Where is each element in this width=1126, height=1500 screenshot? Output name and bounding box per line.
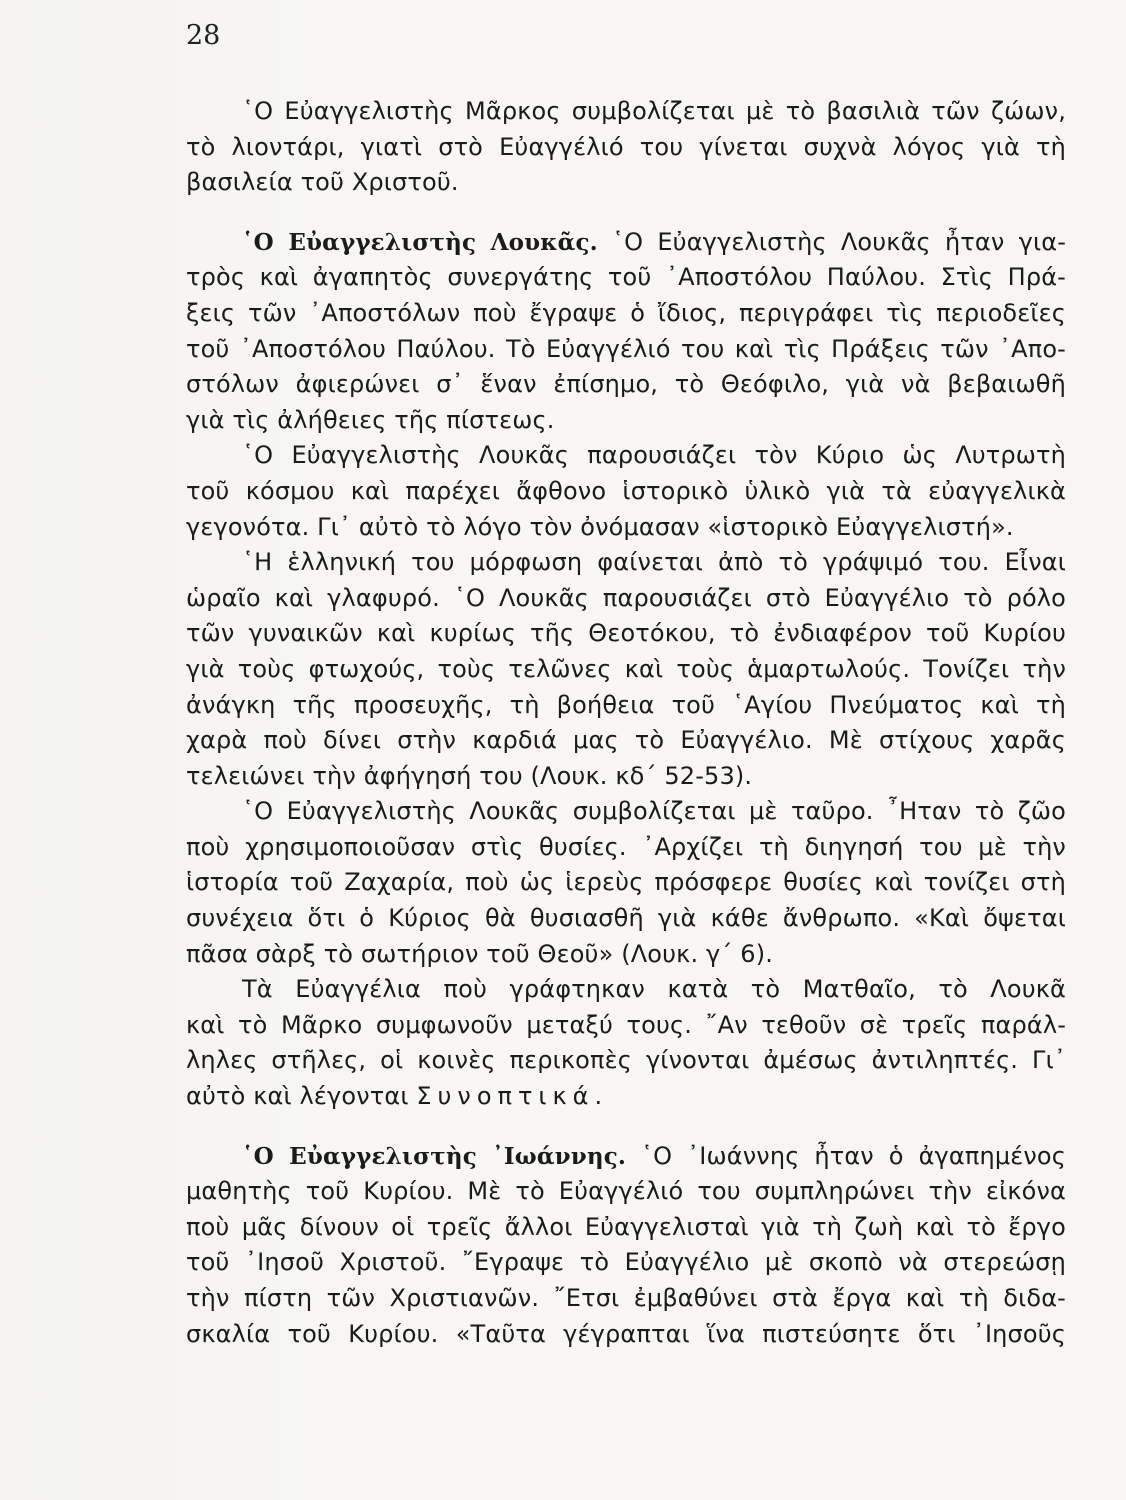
text-line: τῶν γυναικῶν καὶ κυρίως τῆς Θεοτόκου, τὸ ἐνδιαφέρον τοῦ Κυρίου (186, 619, 1066, 648)
text-line: τοῦ ᾽Αποστόλου Παύλου. Τὸ Εὐαγγέλιό του καὶ τὶς Πράξεις τῶν ᾽Απο- (186, 334, 1066, 363)
text-run: ῾Ο ᾽Ιωάννης ἦταν ὁ ἀγαπημένος (641, 1141, 1066, 1170)
text-line (186, 1139, 1066, 1175)
text-line: ἱστορία τοῦ Ζαχαρία, ποὺ ὡς ἱερεὺς πρόσφερε θυσίες καὶ τονίζει στὴ (186, 868, 1066, 897)
text-line: χαρὰ ποὺ δίνει στὴν καρδιά μας τὸ Εὐαγγέλιο. Μὲ στίχους χαρᾶς (186, 726, 1066, 755)
paragraph-luke-style (186, 545, 1066, 794)
paragraph-luke-historian (186, 438, 1066, 545)
text-line: ῾Ο Εὐαγγελιστὴς Λουκᾶς συμβολίζεται μὲ ταῦρο. ῏Ηταν τὸ ζῶο (242, 797, 1066, 826)
section-luke (186, 225, 1066, 439)
section-john (186, 1139, 1066, 1353)
text-line (186, 225, 1066, 261)
text-line: συνέχεια ὅτι ὁ Κύριος θὰ θυσιασθῆ γιὰ κάθε ἄνθρωπο. «Καὶ ὄψεται (186, 904, 1066, 933)
section-heading-luke: ῾Ο Εὐαγγελιστὴς Λουκᾶς. (242, 228, 598, 256)
text-run: ῾Ο Εὐαγγελιστὴς Λουκᾶς ἦταν για- (612, 227, 1067, 256)
text-line: τὴν πίστη τῶν Χριστιανῶν. ῎Ετσι ἐμβαθύνει στὰ ἔργα καὶ τὴ διδα- (186, 1284, 1066, 1312)
text-line: τοῦ κόσμου καὶ παρέχει ἄφθονο ἱστορικὸ ὑλικὸ γιὰ τὰ εὐαγγελικὰ (186, 476, 1066, 505)
page-number: 28 (186, 20, 221, 51)
text-line: σκαλία τοῦ Κυρίου. «Ταῦτα γέγραπται ἵνα πιστεύσητε ὅτι ᾽Ιησοῦς (186, 1319, 1066, 1348)
text-line: καὶ τὸ Μᾶρκο συμφωνοῦν μεταξύ τους. ῎Αν τεθοῦν σὲ τρεῖς παράλ- (186, 1010, 1066, 1039)
text-line: γιὰ τὶς ἀλήθειες τῆς πίστεως. (186, 405, 555, 434)
text-line: μαθητὴς τοῦ Κυρίου. Μὲ τὸ Εὐαγγέλιό του συμπληρώνει τὴν εἰκόνα (186, 1177, 1066, 1206)
text-line: Τὰ Εὐαγγέλια ποὺ γράφτηκαν κατὰ τὸ Ματθαῖο, τὸ Λουκᾶ (242, 975, 1066, 1004)
spaced-term-synoptic: Συνοπτικά. (416, 1082, 609, 1111)
text-run: αὐτὸ καὶ λέγονται (186, 1082, 409, 1111)
text-line: ῾Ο Εὐαγγελιστὴς Λουκᾶς παρουσιάζει τὸν Κύριο ὡς Λυτρωτὴ (242, 441, 1066, 470)
text-line (186, 1079, 1066, 1115)
text-line: τρὸς καὶ ἀγαπητὸς συνεργάτης τοῦ ᾽Αποστόλου Παύλου. Στὶς Πρά- (186, 263, 1066, 292)
text-line: ῾Ο Εὐαγγελιστὴς Μᾶρκος συμβολίζεται μὲ τὸ βασιλιὰ τῶν ζώων, (242, 97, 1066, 125)
text-line: πᾶσα σὰρξ τὸ σωτήριον τοῦ Θεοῦ» (Λουκ. γ΄ 6). (186, 939, 774, 968)
text-line: ποὺ χρησιμοποιοῦσαν στὶς θυσίες. ᾽Αρχίζει τὴ διηγησή του μὲ τὴν (186, 832, 1066, 861)
text-line: γιὰ τοὺς φτωχούς, τοὺς τελῶνες καὶ τοὺς ἁμαρτωλούς. Τονίζει τὴν (186, 654, 1066, 683)
text-line: τὸ λιοντάρι, γιατὶ στὸ Εὐαγγέλιό του γίνεται συχνὰ λόγος γιὰ τὴ (186, 132, 1066, 161)
text-line: ὡραῖο καὶ γλαφυρό. ῾Ο Λουκᾶς παρουσιάζει στὸ Εὐαγγέλιο τὸ ρόλο (186, 583, 1066, 612)
text-line: ῾Η ἑλληνική του μόρφωση φαίνεται ἀπὸ τὸ γράψιμό του. Εἶναι (242, 548, 1066, 577)
text-line: τελειώνει τὴν ἀφήγησή του (Λουκ. κδ΄ 52-53). (186, 761, 753, 790)
paragraph-synoptic (186, 972, 1066, 1114)
paragraph-mark-symbol (186, 94, 1066, 201)
body-text (186, 94, 1066, 1352)
text-line: ληλες στῆλες, οἱ κοινὲς περικοπὲς γίνονται ἀμέσως ἀντιληπτές. Γι᾽ (186, 1046, 1066, 1075)
text-line: ποὺ μᾶς δίνουν οἱ τρεῖς ἄλλοι Εὐαγγελισταὶ γιὰ τὴ ζωὴ καὶ τὸ ἔργο (186, 1212, 1066, 1241)
text-line: ἀνάγκη τῆς προσευχῆς, τὴ βοήθεια τοῦ ῾Αγίου Πνεύματος καὶ τὴ (186, 690, 1066, 719)
section-heading-john: ῾Ο Εὐαγγελιστὴς ᾽Ιωάννης. (242, 1142, 627, 1170)
text-line: ξεις τῶν ᾽Αποστόλων ποὺ ἔγραψε ὁ ἴδιος, περιγράφει τὶς περιοδεῖες (186, 298, 1066, 327)
text-line: τοῦ ᾽Ιησοῦ Χριστοῦ. ῎Εγραψε τὸ Εὐαγγέλιο μὲ σκοπὸ νὰ στερεώσῃ (186, 1248, 1066, 1277)
text-line: στόλων ἀφιερώνει σ᾽ ἕναν ἐπίσημο, τὸ Θεόφιλο, γιὰ νὰ βεβαιωθῆ (186, 370, 1066, 399)
text-line: γεγονότα. Γι᾽ αὐτὸ τὸ λόγο τὸν ὀνόμασαν «ἱστορικὸ Εὐαγγελιστή». (186, 512, 1014, 541)
text-line: βασιλεία τοῦ Χριστοῦ. (186, 168, 459, 197)
paragraph-luke-symbol (186, 794, 1066, 972)
